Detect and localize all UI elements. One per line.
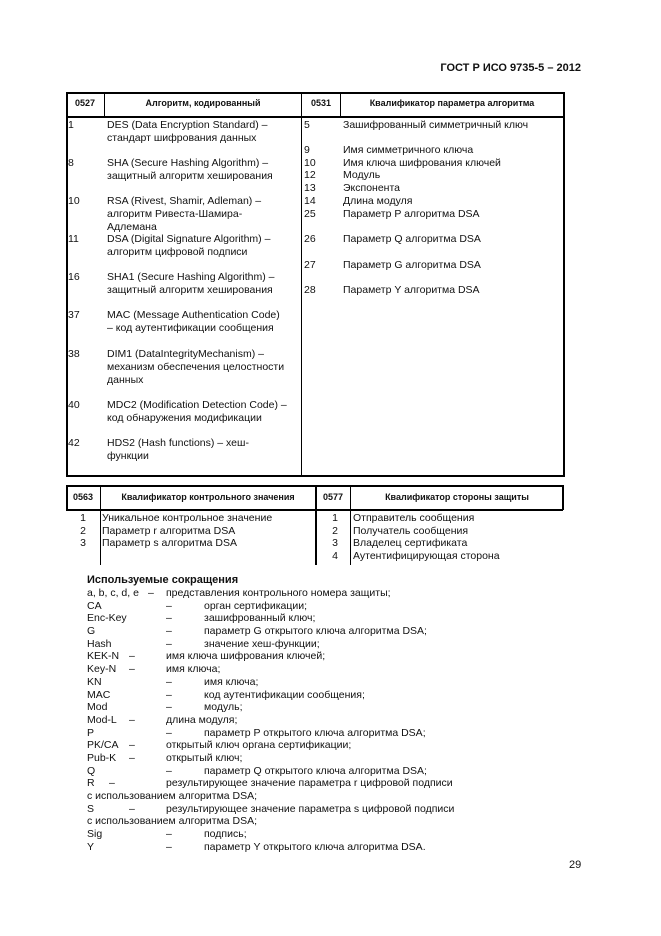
parameter-code: 25 xyxy=(304,208,316,220)
check-value-description: Параметр r алгоритма DSA xyxy=(102,525,236,537)
abbreviation-row xyxy=(87,638,547,651)
abbr-text: код аутентификации сообщения; xyxy=(204,688,365,701)
abbr-dash: – xyxy=(129,739,135,752)
check-value-code: 3 xyxy=(80,537,86,549)
abbr-text: с использованием алгоритма DSA; xyxy=(87,790,258,802)
parameter-description: Параметр G алгоритма DSA xyxy=(343,259,481,271)
security-party-code: 4 xyxy=(332,550,338,562)
parameter-code: 12 xyxy=(304,169,316,181)
page-number: 29 xyxy=(569,859,582,871)
abbr-dash: – xyxy=(129,802,135,815)
abbr-text: параметр G открытого ключа алгоритма DSA; xyxy=(204,625,427,638)
parameter-code: 14 xyxy=(304,195,316,207)
security-party-description: Отправитель сообщения xyxy=(353,512,475,524)
abbr-term: P xyxy=(87,726,95,739)
abbreviation-row xyxy=(87,828,547,841)
abbr-dash: – xyxy=(129,650,135,663)
abbr-dash: – xyxy=(166,764,172,777)
algorithm-code: 11 xyxy=(68,233,79,245)
abbr-term: Key-N xyxy=(87,663,117,676)
abbreviation-row xyxy=(87,625,547,638)
algorithm-description: MAC (Message Authentication Code) – код аутентификации сообщения xyxy=(107,309,280,334)
parameter-code: 13 xyxy=(304,182,316,194)
parameter-code: 10 xyxy=(304,157,316,169)
abbr-dash: – xyxy=(166,637,172,650)
algorithm-description: DES (Data Encryption Standard) – стандарт шифрования данных xyxy=(107,119,268,144)
abbreviation-row xyxy=(87,803,547,816)
abbr-text: результирующее значение параметра r цифровой подписи xyxy=(166,777,453,790)
abbr-term: PK/CA xyxy=(87,739,119,752)
abbr-term: Enc-Key xyxy=(87,612,127,625)
abbr-dash: – xyxy=(166,726,172,739)
abbr-term: Sig xyxy=(87,828,103,841)
abbreviations-section xyxy=(87,574,547,853)
algorithm-code: 38 xyxy=(68,348,80,360)
security-party-description: Владелец сертификата xyxy=(353,537,468,549)
abbreviation-row xyxy=(87,612,547,625)
abbr-dash: – xyxy=(166,599,172,612)
header-code-0577: 0577 xyxy=(322,492,344,502)
algorithm-table xyxy=(66,92,565,477)
header-code-0527: 0527 xyxy=(74,98,96,108)
abbr-dash: – xyxy=(166,828,172,841)
parameter-code: 28 xyxy=(304,284,316,296)
abbr-dash: – xyxy=(129,713,135,726)
abbr-term: Y xyxy=(87,840,95,853)
abbr-dash: – xyxy=(166,625,172,638)
algorithm-description: DIM1 (DataIntegrityMechanism) – механизм обеспечения целостности данных xyxy=(107,348,285,386)
abbr-text: модуль; xyxy=(204,701,243,714)
abbr-term: KN xyxy=(87,675,102,688)
abbreviation-row xyxy=(87,777,547,790)
algorithm-code: 8 xyxy=(68,157,74,169)
algorithm-description: MDC2 (Modification Detection Code) – код обнаружения модификации xyxy=(107,399,287,424)
abbr-term: a, b, c, d, e xyxy=(87,587,139,599)
abbr-text: имя ключа; xyxy=(166,663,221,676)
abbreviation-row xyxy=(87,714,547,727)
parameter-description: Длина модуля xyxy=(343,195,413,207)
abbr-text: длина модуля; xyxy=(166,713,238,726)
header-algorithm-coded: Алгоритм, кодированный xyxy=(145,98,261,108)
security-party-code: 1 xyxy=(332,512,338,524)
abbr-text: параметр Y открытого ключа алгоритма DSA. xyxy=(204,840,426,853)
abbreviation-row xyxy=(87,765,547,778)
parameter-description: Параметр Q алгоритма DSA xyxy=(343,233,481,245)
check-value-description: Уникальное контрольное значение xyxy=(102,512,273,524)
abbr-dash: – xyxy=(166,840,172,853)
abbr-text: открытый ключ; xyxy=(166,751,243,764)
check-value-code: 1 xyxy=(80,512,86,524)
security-party-description: Аутентифицирующая сторона xyxy=(353,550,500,562)
abbr-text: орган сертификации; xyxy=(204,599,308,612)
security-party-code: 3 xyxy=(332,537,338,549)
abbr-dash: – xyxy=(166,675,172,688)
parameter-description: Имя симметричного ключа xyxy=(343,144,474,156)
abbr-term: Q xyxy=(87,764,96,777)
abbr-term: Mod xyxy=(87,701,108,714)
abbreviation-row xyxy=(87,676,547,689)
abbreviation-row xyxy=(87,689,547,702)
qualifier-table xyxy=(66,485,563,565)
security-party-description: Получатель сообщения xyxy=(353,525,469,537)
abbr-dash: – xyxy=(109,777,115,790)
parameter-code: 9 xyxy=(304,144,310,156)
abbr-text: с использованием алгоритма DSA; xyxy=(87,815,258,828)
header-check-value-qualifier: Квалификатор контрольного значения xyxy=(121,492,295,502)
parameter-description: Зашифрованный симметричный ключ xyxy=(343,119,529,131)
parameter-description: Модуль xyxy=(343,169,381,181)
abbreviation-row xyxy=(87,701,547,714)
abbr-text: зашифрованный ключ; xyxy=(204,612,316,625)
header-algorithm-parameter-qualifier: Квалификатор параметра алгоритма xyxy=(369,98,535,108)
abbr-term: R xyxy=(87,777,95,790)
abbr-dash: – xyxy=(148,587,154,599)
abbreviations-title: Используемые сокращения xyxy=(87,574,239,586)
abbreviation-row xyxy=(87,739,547,752)
abbr-term: MAC xyxy=(87,688,111,701)
header-code-0531: 0531 xyxy=(310,98,332,108)
abbr-term: Pub-K xyxy=(87,751,117,764)
algorithm-code: 37 xyxy=(68,309,80,321)
parameter-description: Параметр Y алгоритма DSA xyxy=(343,284,480,296)
header-security-party-qualifier: Квалификатор стороны защиты xyxy=(385,492,529,502)
abbr-text: подпись; xyxy=(204,828,247,841)
algorithm-code: 40 xyxy=(68,399,80,411)
security-party-code: 2 xyxy=(332,525,338,537)
header-code-0563: 0563 xyxy=(72,492,94,502)
abbreviation-row xyxy=(87,600,547,613)
check-value-code: 2 xyxy=(80,525,86,537)
abbr-term: Hash xyxy=(87,637,112,650)
abbr-dash: – xyxy=(166,688,172,701)
abbr-dash: – xyxy=(129,663,135,676)
abbr-dash: – xyxy=(166,612,172,625)
abbr-text: представления контрольного номера защиты; xyxy=(166,587,391,599)
algorithm-description: RSA (Rivest, Shamir, Adleman) – алгоритм Ривеста-Шамира- Адлемана xyxy=(107,195,262,233)
abbr-dash: – xyxy=(166,701,172,714)
abbreviation-row xyxy=(87,790,547,803)
abbr-text: имя ключа шифрования ключей; xyxy=(166,650,326,663)
abbr-term: S xyxy=(87,802,95,815)
algorithm-code: 10 xyxy=(68,195,80,207)
abbreviation-row xyxy=(87,752,547,765)
abbr-term: Mod-L xyxy=(87,713,117,726)
abbr-text: значение хеш-функции; xyxy=(204,637,320,650)
abbreviation-row xyxy=(87,841,547,854)
algorithm-description: HDS2 (Hash functions) – хеш- функции xyxy=(107,437,249,462)
parameter-code: 26 xyxy=(304,233,316,245)
abbr-text: открытый ключ органа сертификации; xyxy=(166,739,352,752)
abbreviation-row xyxy=(87,815,547,828)
algorithm-description: SHA (Secure Hashing Algorithm) – защитный алгоритм хеширования xyxy=(107,157,273,182)
algorithm-code: 16 xyxy=(68,271,80,283)
abbreviation-row xyxy=(87,727,547,740)
abbr-text: результирующее значение параметра s цифровой подписи xyxy=(166,802,455,815)
abbr-text: параметр Q открытого ключа алгоритма DSA; xyxy=(204,764,427,777)
abbreviation-row xyxy=(87,663,547,676)
parameter-description: Экспонента xyxy=(343,182,401,194)
abbr-term: CA xyxy=(87,599,102,612)
algorithm-description: SHA1 (Secure Hashing Algorithm) – защитный алгоритм хеширования xyxy=(107,271,275,296)
parameter-code: 27 xyxy=(304,259,316,271)
abbreviation-row xyxy=(87,650,547,663)
check-value-description: Параметр s алгоритма DSA xyxy=(102,537,237,549)
algorithm-code: 42 xyxy=(68,437,80,449)
abbr-term: G xyxy=(87,625,96,638)
parameter-description: Имя ключа шифрования ключей xyxy=(343,157,501,169)
abbreviation-row xyxy=(87,587,547,600)
document-id: ГОСТ Р ИСО 9735-5 – 2012 xyxy=(440,62,581,74)
algorithm-description: DSA (Digital Signature Algorithm) – алгоритм цифровой подписи xyxy=(107,233,271,258)
abbr-text: имя ключа; xyxy=(204,675,259,688)
algorithm-code: 1 xyxy=(68,119,74,131)
abbr-text: параметр P открытого ключа алгоритма DSA; xyxy=(204,726,426,739)
parameter-code: 5 xyxy=(304,119,310,131)
abbr-dash: – xyxy=(129,751,135,764)
abbr-term: KEK-N xyxy=(87,650,120,663)
parameter-description: Параметр P алгоритма DSA xyxy=(343,208,480,220)
